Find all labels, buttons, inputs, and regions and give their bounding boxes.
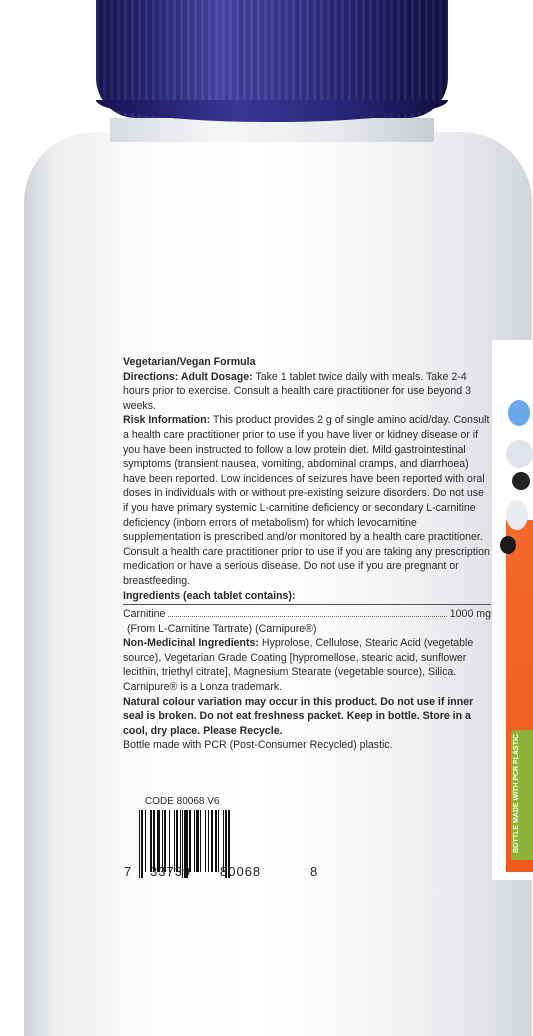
directions-text: Take 1 tablet twice daily with meals. Take 2-4 hours prior to exercise. Consult a health care practitioner for use beyond 3 weeks. [123,370,472,412]
risk-text: This product provides 2 g of single amino acid/day. Consult a health care practitioner prior to use if you have liver or kidney disease or if you have been instructed to follow a low protein diet. Mild gastrointestinal symptoms (transient nausea, vomiting, abdominal cramps, and diarrhoea) have been reported. Low incidences of seizures have been reported with oral doses in individuals with or without pre-existing seizure disorders. Do not use if you have primary systemic L-carnitine deficiency or secondary L-carnitine deficiency (inborn errors of metabolism) for which levocarnitine supplementation is prescribed and/or monitored by a health care practitioner. Consult a health care practitioner prior to use if you are taking any prescription medication or have a serious disease. Do not use if you are pregnant or breastfeeding. [123,414,490,587]
directions-paragraph [123,370,491,414]
label-graphic-blob-3 [512,472,530,490]
bottle-recycled-note: Bottle made with PCR (Post-Consumer Recycled) plastic. [123,739,393,752]
ingredient-name: Carnitine [123,608,166,621]
barcode-group-right: 80068 [220,864,262,879]
label-graphic-blob-5 [500,536,516,554]
barcode-digit-left: 7 [124,864,133,879]
ingredient-leader-dots [168,616,446,617]
back-label-text [123,355,491,753]
non-medicinal-label: Non-Medicinal Ingredients: [123,637,259,650]
risk-paragraph [123,413,491,588]
pcr-plastic-badge [511,730,533,860]
ingredient-source: (From L-Carnitine Tartrate) (Carnipure®) [127,622,317,635]
pcr-badge-text: BOTTLE MADE WITH PCR PLASTIC [513,734,520,853]
label-heading: Vegetarian/Vegan Formula [123,356,256,368]
risk-label: Risk Information: [123,414,211,427]
barcode-group-left: 33739 [150,864,192,879]
barcode-digit-right: 8 [310,864,319,879]
label-graphic-blob-2 [506,440,533,468]
ingredient-amount: 1000 mg [449,608,491,621]
non-medicinal-text: Hyprolose, Cellulose, Stearic Acid (vegetable source), Vegetarian Grade Coating [hypromellose, stearic acid, sunflower lecithin, triethyl citrate], Magnesium Stearate (vegetable source), Silica. [123,637,474,679]
ingredients-heading: Ingredients (each tablet contains): [123,589,296,602]
ingredient-row [123,607,491,622]
label-graphic-blob-1 [508,400,530,426]
product-code: CODE 80068 V6 [145,796,220,807]
ingredients-divider [123,604,491,605]
directions-label: Directions: Adult Dosage: [123,370,253,383]
non-medicinal-paragraph [123,636,491,680]
storage-warning: Natural colour variation may occur in this product. Do not use if inner seal is broken. Do not eat freshness packet. Keep in bottle. Store in a cool, dry place. Please Recycle. [123,695,474,737]
upc-barcode [139,810,299,872]
trademark-note: Carnipure® is a Lonza trademark. [123,681,283,694]
label-graphic-blob-4 [506,500,528,530]
